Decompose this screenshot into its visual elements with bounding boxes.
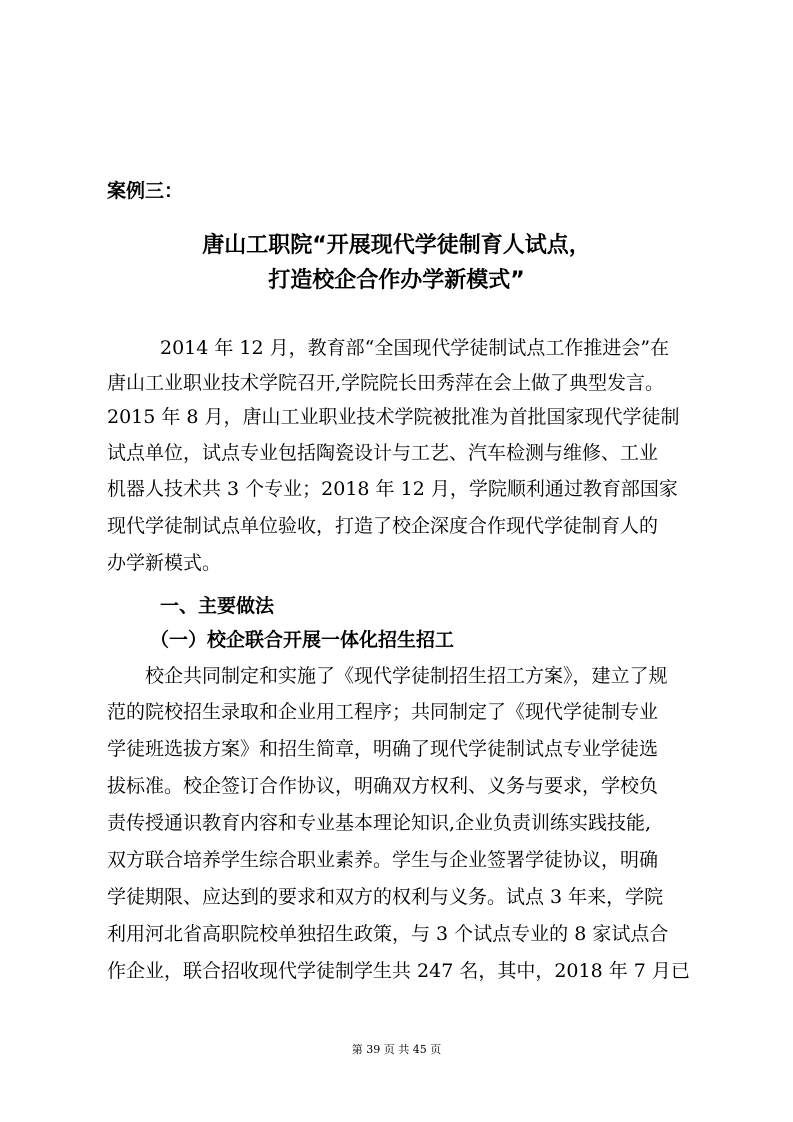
body-line: 作企业，联合招收现代学徒制学生共 247 名，其中，2018 年 7 月已 (107, 960, 690, 982)
body-line: 拔标准。校企签订合作协议，明确双方权利、义务与要求，学校负 (107, 775, 659, 797)
title-line-1: 唐山工职院“开展现代学徒制育人试点， (202, 233, 591, 258)
page-footer: 第 39 页 共 45 页 (351, 1043, 442, 1056)
intro-line: 办学新模式。 (107, 552, 222, 574)
intro-line: 2014 年 12 月，教育部“全国现代学徒制试点工作推进会”在 (160, 337, 670, 359)
section-heading: 一、主要做法 (160, 595, 275, 617)
body-line: 学徒期限、应达到的要求和双方的权利与义务。试点 3 年来，学院 (107, 886, 664, 908)
intro-line: 现代学徒制试点单位验收，打造了校企深度合作现代学徒制育人的 (107, 515, 659, 537)
subsection-heading: （一）校企联合开展一体化招生招工 (150, 629, 455, 651)
intro-line: 试点单位，试点专业包括陶瓷设计与工艺、汽车检测与维修、工业 (107, 442, 659, 464)
body-line: 校企共同制定和实施了《现代学徒制招生招工方案》，建立了规 (145, 665, 668, 687)
body-line: 学徒班选拔方案》和招生简章，明确了现代学徒制试点专业学徒选 (107, 738, 659, 760)
body-line: 利用河北省高职院校单独招生政策，与 3 个试点专业的 8 家试点合 (107, 923, 669, 945)
intro-line: 机器人技术共 3 个专业；2018 年 12 月，学院顺利通过教育部国家 (107, 478, 678, 500)
intro-line: 2015 年 8 月，唐山工业职业技术学院被批准为首批国家现代学徒制 (107, 406, 680, 428)
case-label: 案例三： (107, 180, 184, 202)
body-line: 范的院校招生录取和企业用工程序；共同制定了《现代学徒制专业 (107, 701, 659, 723)
title-line-2: 打造校企合作办学新模式” (268, 268, 525, 293)
intro-line: 唐山工业职业技术学院召开,学院院长田秀萍在会上做了典型发言。 (107, 372, 665, 394)
body-line: 双方联合培养学生综合职业素养。学生与企业签署学徒协议，明确 (107, 849, 659, 871)
body-line: 责传授通识教育内容和专业基本理论知识,企业负责训练实践技能, (107, 812, 652, 834)
